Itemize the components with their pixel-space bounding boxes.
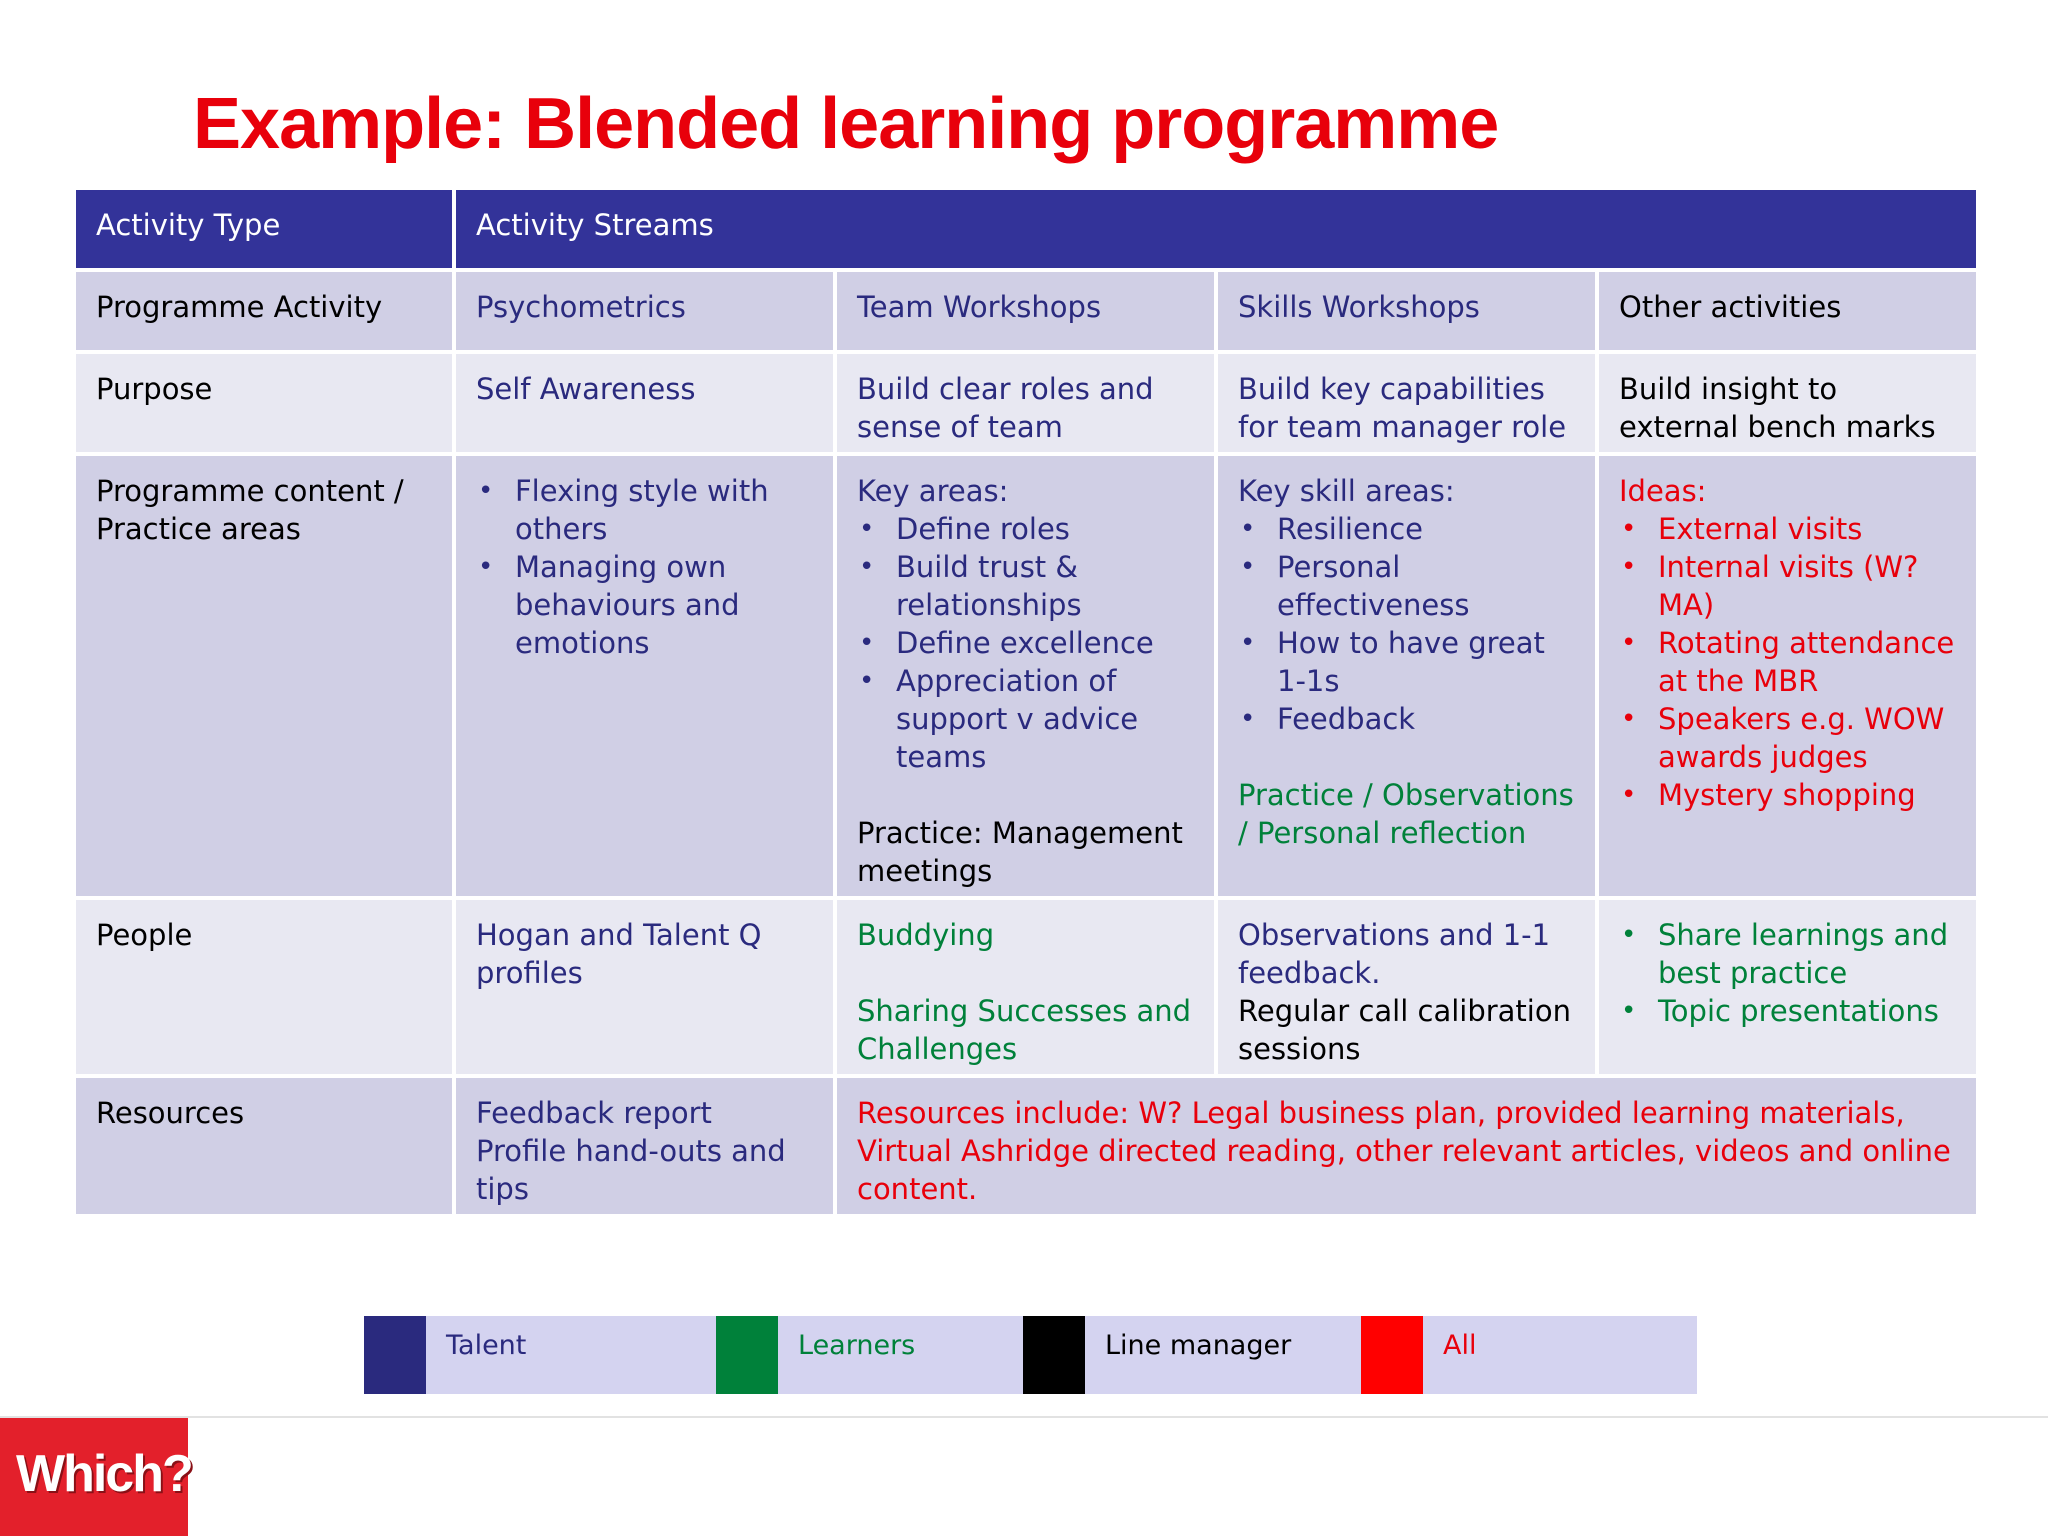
cell-purpose-team: Build clear roles and sense of team	[835, 352, 1216, 454]
row-label-purpose: Purpose	[74, 352, 454, 454]
legend-swatch-line-manager	[1023, 1316, 1085, 1394]
row-label-people: People	[74, 898, 454, 1076]
list-item: • Topic presentations	[1619, 992, 1956, 1030]
header-activity-streams: Activity Streams	[454, 188, 1978, 270]
logo-text: Which?	[16, 1445, 192, 1503]
cell-people-team	[835, 898, 1216, 1076]
cell-content-team	[835, 454, 1216, 898]
list-item: • Personal effectiveness	[1238, 548, 1575, 624]
list-item: • Rotating attendance at the MBR	[1619, 624, 1956, 700]
row-label-resources: Resources	[74, 1076, 454, 1216]
colour-legend	[364, 1316, 1697, 1394]
legend-label-all: All	[1423, 1316, 1697, 1394]
sharing-successes-text: Sharing Successes and Challenges	[857, 994, 1192, 1066]
table-row	[74, 454, 1978, 898]
legend-label-talent: Talent	[426, 1316, 716, 1394]
table-row	[74, 352, 1978, 454]
key-areas-heading: Key areas:	[857, 474, 1009, 508]
list-item: • Managing own behaviours and emotions	[476, 548, 813, 662]
list-item: • Define excellence	[857, 624, 1194, 662]
cell-other-activities: Other activities	[1597, 270, 1978, 352]
ideas-heading: Ideas:	[1619, 474, 1707, 508]
list-item: • Feedback	[1238, 700, 1575, 738]
cell-purpose-psychometrics: Self Awareness	[454, 352, 835, 454]
list-item: • Mystery shopping	[1619, 776, 1956, 814]
cell-resources-psychometrics	[454, 1076, 835, 1216]
header-activity-type: Activity Type	[74, 188, 454, 270]
table-row	[74, 1076, 1978, 1216]
legend-swatch-learners	[716, 1316, 778, 1394]
legend-label-line-manager: Line manager	[1085, 1316, 1361, 1394]
table-row	[74, 270, 1978, 352]
list-item: • Define roles	[857, 510, 1194, 548]
row-label-programme-activity: Programme Activity	[74, 270, 454, 352]
cell-content-skills	[1216, 454, 1597, 898]
list-item: • Resilience	[1238, 510, 1575, 548]
cell-team-workshops: Team Workshops	[835, 270, 1216, 352]
cell-people-other	[1597, 898, 1978, 1076]
table-row	[74, 898, 1978, 1076]
profile-handouts-text: Profile hand-outs and tips	[476, 1134, 786, 1206]
cell-resources-shared: Resources include: W? Legal business plan, provided learning materials, Virtual Ashridge directed reading, other relevant articles, videos and online content.	[835, 1076, 1978, 1216]
list-item: • External visits	[1619, 510, 1956, 548]
call-calibration-text: Regular call calibration sessions	[1238, 994, 1571, 1066]
bullet-list	[476, 472, 813, 662]
bullet-list	[1619, 916, 1956, 1030]
cell-people-skills	[1216, 898, 1597, 1076]
cell-psychometrics: Psychometrics	[454, 270, 835, 352]
cell-purpose-skills: Build key capabilities for team manager role	[1216, 352, 1597, 454]
legend-label-learners: Learners	[778, 1316, 1023, 1394]
bullet-list	[1238, 510, 1575, 738]
cell-content-psychometrics	[454, 454, 835, 898]
row-label-programme-content: Programme content / Practice areas	[74, 454, 454, 898]
footer-divider	[0, 1416, 2048, 1418]
programme-table	[72, 186, 1980, 1218]
list-item: • Build trust & relationships	[857, 548, 1194, 624]
list-item: • Flexing style with others	[476, 472, 813, 548]
buddying-text: Buddying	[857, 918, 995, 952]
page-title: Example: Blended learning programme	[193, 84, 1499, 164]
key-skill-areas-heading: Key skill areas:	[1238, 474, 1455, 508]
skills-practice-text: Practice / Observations / Personal reflection	[1238, 778, 1574, 850]
list-item: • Appreciation of support v advice teams	[857, 662, 1194, 776]
legend-swatch-all	[1361, 1316, 1423, 1394]
list-item: • How to have great 1-1s	[1238, 624, 1575, 700]
feedback-report-text: Feedback report	[476, 1096, 712, 1130]
cell-content-other	[1597, 454, 1978, 898]
cell-people-psychometrics: Hogan and Talent Q profiles	[454, 898, 835, 1076]
list-item: • Share learnings and best practice	[1619, 916, 1956, 992]
bullet-list	[1619, 510, 1956, 814]
team-practice-text: Practice: Management meetings	[857, 816, 1183, 888]
which-logo	[0, 1418, 192, 1536]
observations-text: Observations and 1-1 feedback.	[1238, 918, 1551, 990]
table-header-row	[74, 188, 1978, 270]
legend-swatch-talent	[364, 1316, 426, 1394]
cell-skills-workshops: Skills Workshops	[1216, 270, 1597, 352]
list-item: • Internal visits (W?MA)	[1619, 548, 1956, 624]
list-item: • Speakers e.g. WOW awards judges	[1619, 700, 1956, 776]
bullet-list	[857, 510, 1194, 776]
cell-purpose-other: Build insight to external bench marks	[1597, 352, 1978, 454]
